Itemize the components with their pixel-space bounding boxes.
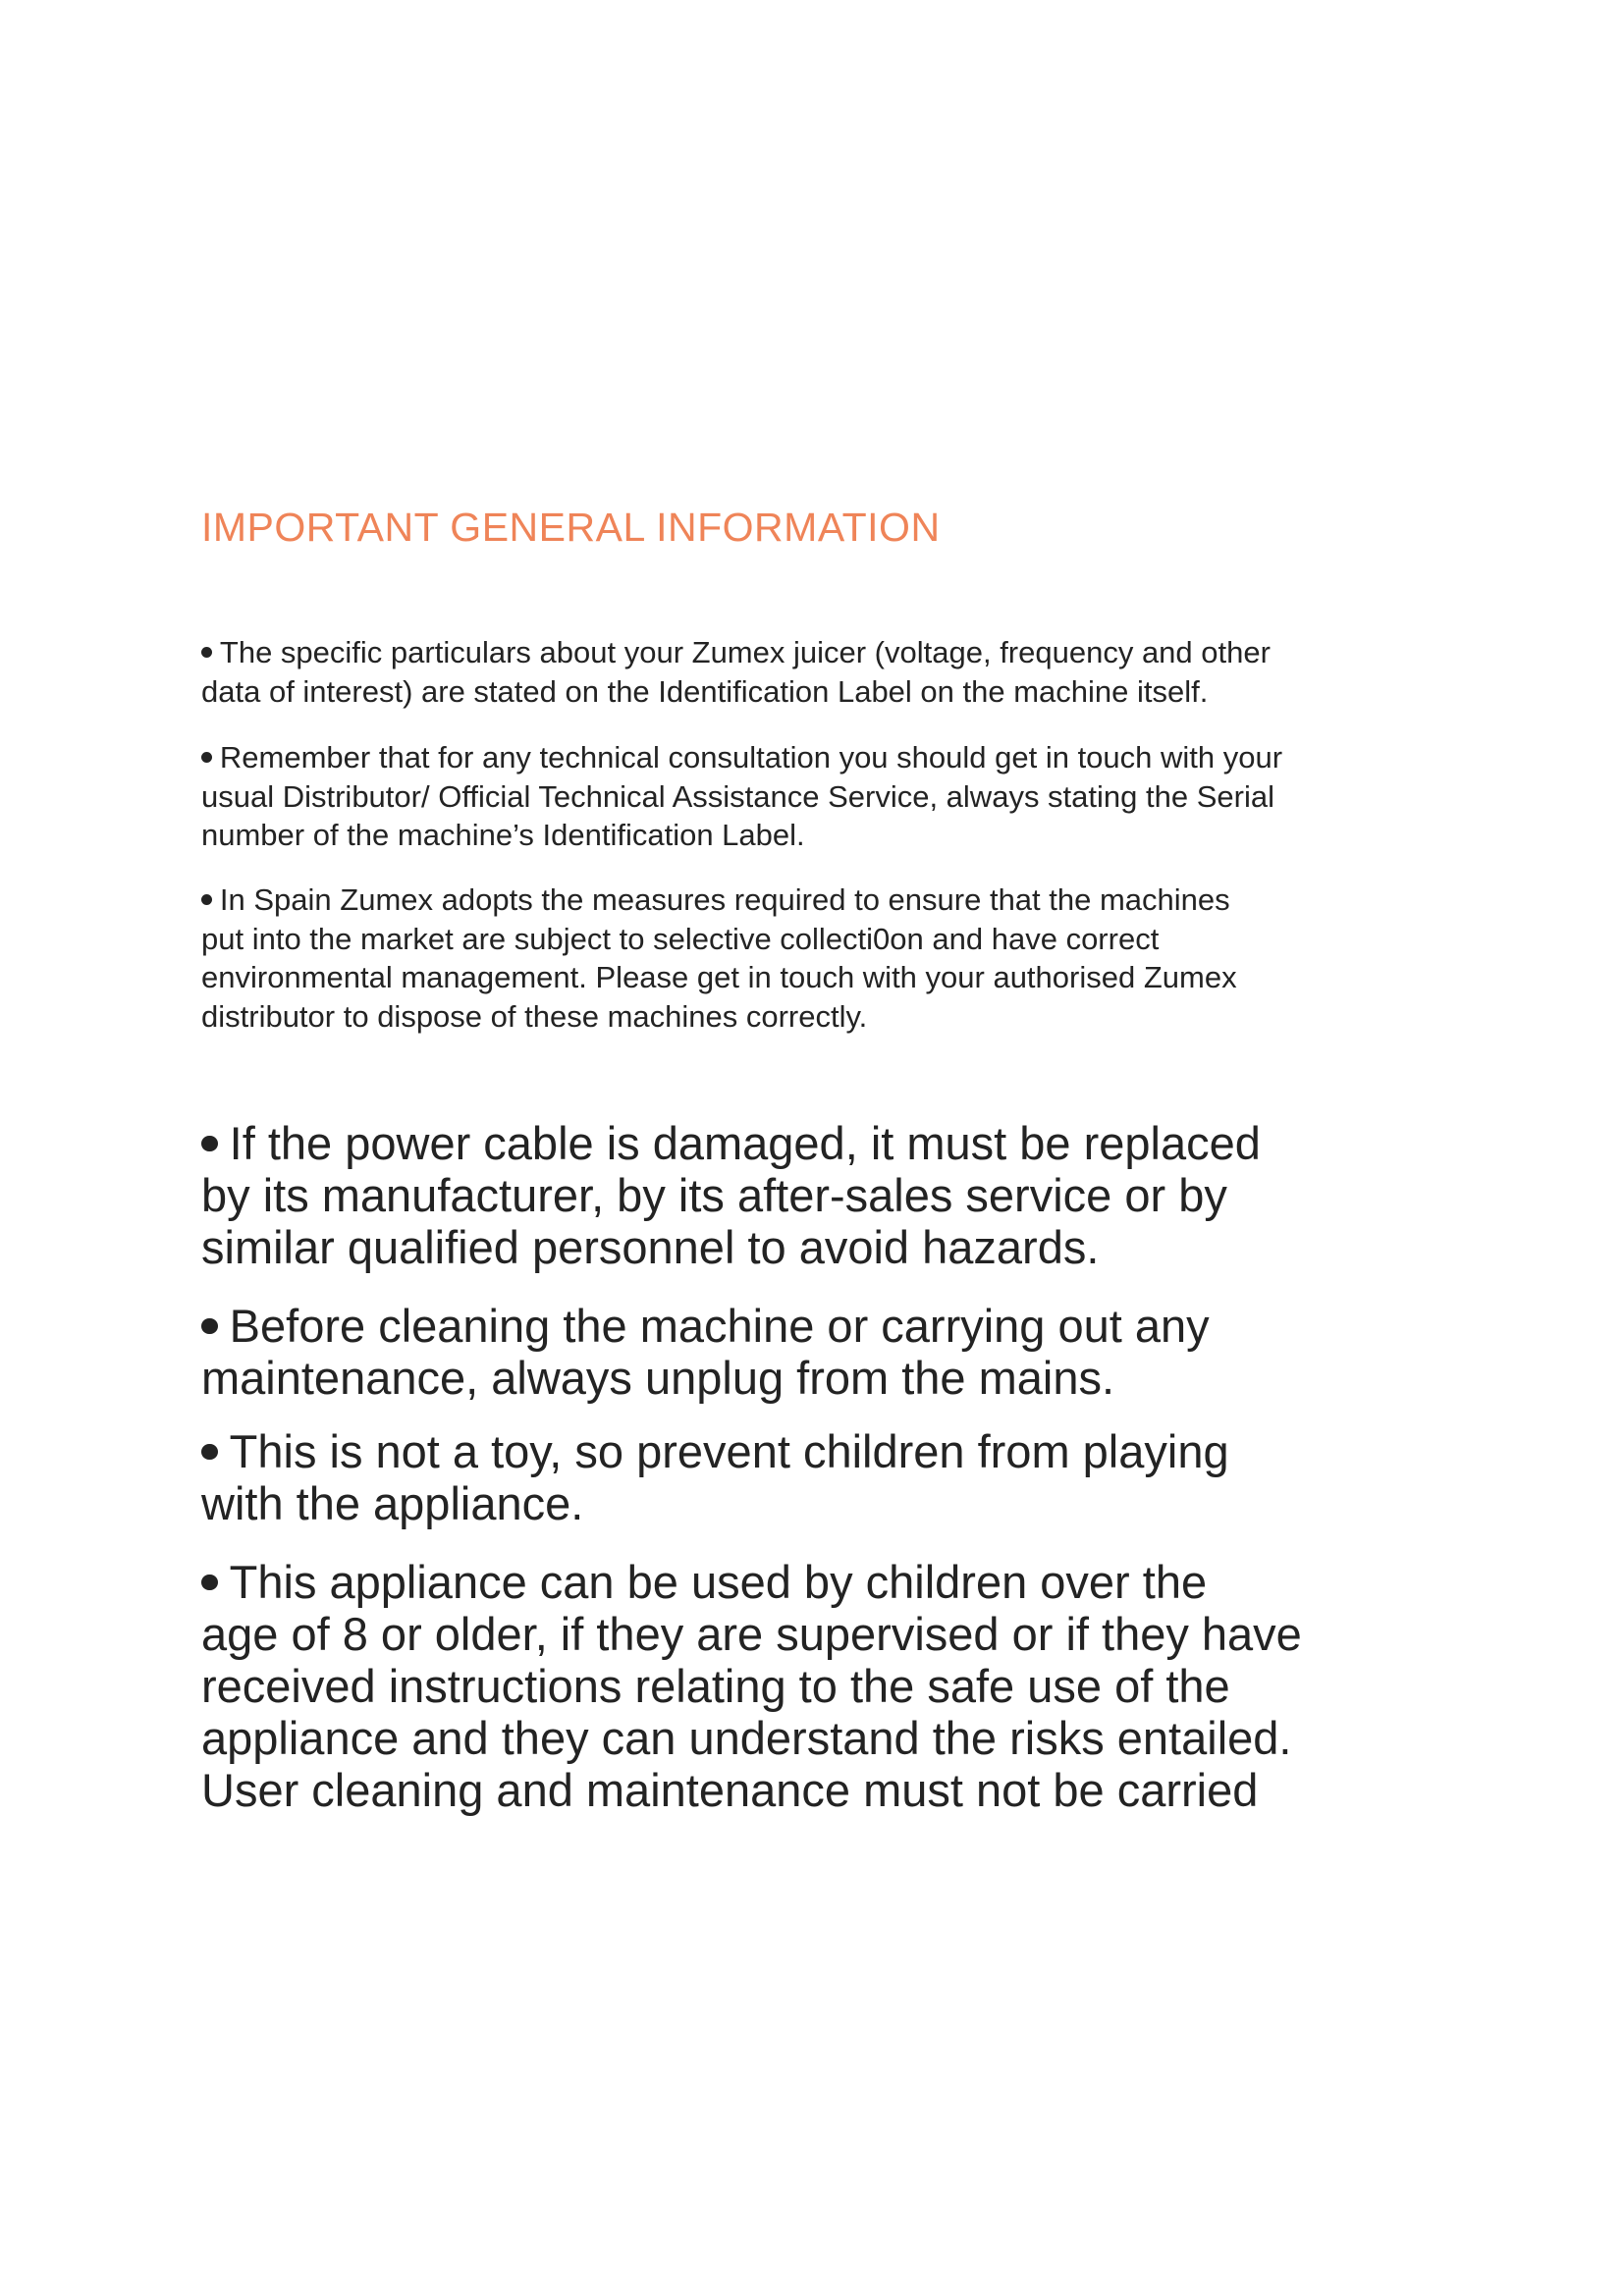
bullet-icon: [201, 881, 212, 920]
info-line: In Spain Zumex adopts the measures required to ensure that the machines: [219, 882, 1230, 917]
info-item-identification-label: [201, 633, 1271, 711]
bullet-icon: [201, 633, 212, 672]
warning-line: appliance and they can understand the risks entailed.: [201, 1712, 1292, 1764]
warning-line: If the power cable is damaged, it must be replaced: [229, 1117, 1261, 1169]
info-item-selective-collection: [201, 881, 1237, 1036]
info-line: put into the market are subject to selective collecti0on and have correct: [201, 921, 1160, 956]
warning-item-children-supervision: [201, 1556, 1302, 1816]
warning-line: This appliance can be used by children over the: [229, 1556, 1208, 1608]
warning-line: similar qualified personnel to avoid hazards.: [201, 1221, 1100, 1273]
warning-item-unplug: [201, 1300, 1210, 1404]
warning-line: received instructions relating to the safe use of the: [201, 1660, 1230, 1712]
warning-item-power-cable: [201, 1117, 1261, 1273]
info-item-technical-consultation: [201, 738, 1282, 855]
info-line: distributor to dispose of these machines correctly.: [201, 998, 868, 1034]
info-line: data of interest) are stated on the Identification Label on the machine itself.: [201, 673, 1209, 709]
bullet-icon: [201, 1425, 218, 1477]
warning-line: This is not a toy, so prevent children from playing: [229, 1425, 1229, 1477]
info-line: number of the machine’s Identification Label.: [201, 818, 805, 852]
bullet-icon: [201, 1556, 218, 1608]
info-line: The specific particulars about your Zumex juicer (voltage, frequency and other: [219, 635, 1271, 669]
bullet-icon: [201, 738, 212, 777]
bullet-icon: [201, 1300, 218, 1352]
warning-line: maintenance, always unplug from the mains.: [201, 1352, 1115, 1404]
warning-line: by its manufacturer, by its after-sales service or by: [201, 1169, 1227, 1221]
warning-line: with the appliance.: [201, 1477, 584, 1529]
section-heading: IMPORTANT GENERAL INFORMATION: [201, 505, 941, 550]
info-line: usual Distributor/ Official Technical Assistance Service, always stating the Serial: [201, 778, 1274, 814]
warning-item-not-a-toy: [201, 1425, 1229, 1529]
info-line: environmental management. Please get in touch with your authorised Zumex: [201, 960, 1237, 994]
bullet-icon: [201, 1117, 218, 1169]
warning-line: age of 8 or older, if they are supervised or if they have: [201, 1608, 1302, 1660]
warning-line: User cleaning and maintenance must not be carried: [201, 1764, 1259, 1816]
info-line: Remember that for any technical consultation you should get in touch with your: [219, 740, 1283, 774]
warning-line: Before cleaning the machine or carrying out any: [229, 1300, 1210, 1352]
